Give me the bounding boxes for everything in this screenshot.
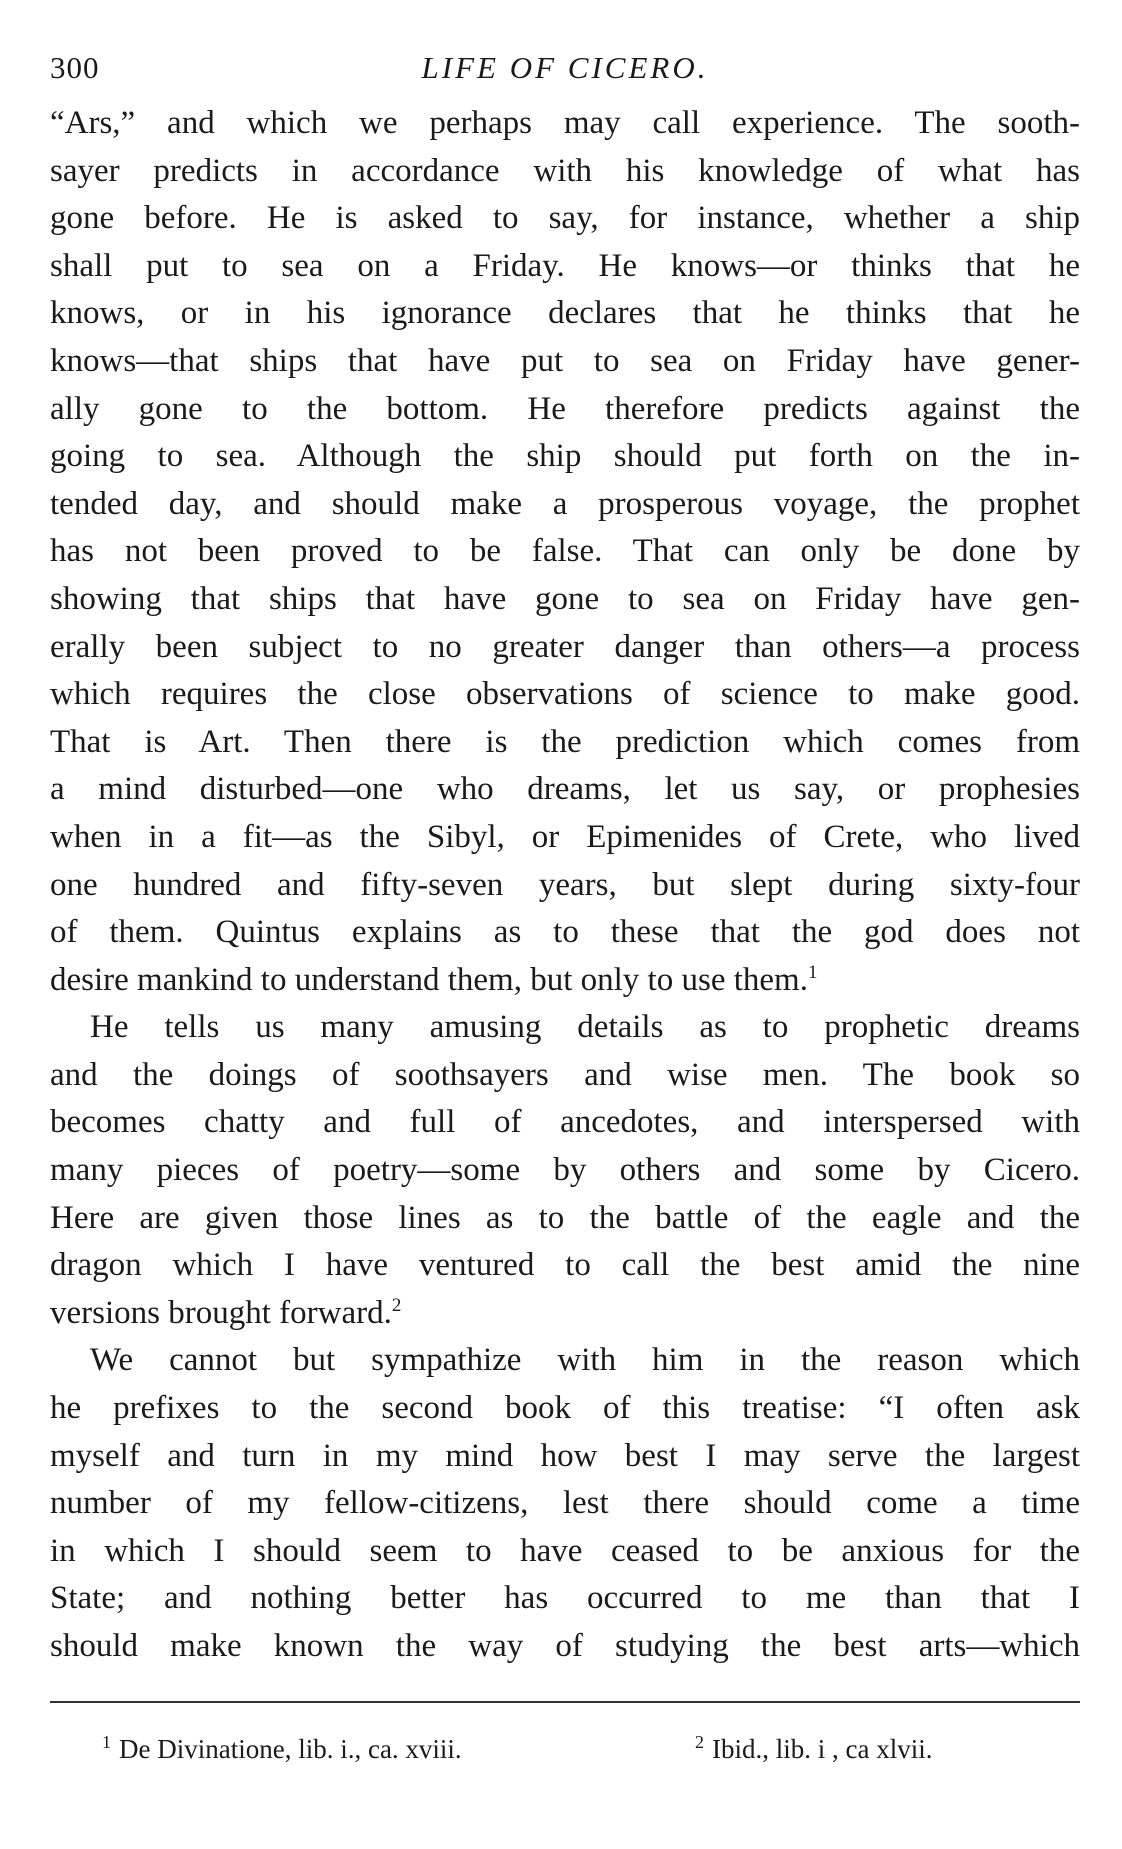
footnote-1-text: De Divinatione, lib. i., ca. xviii.: [119, 1733, 462, 1764]
paragraph-1: [50, 100, 1080, 1004]
text-line: which requires the close observations of science to make good.: [50, 676, 1080, 713]
text-line: tended day, and should make a prosperous voyage, the prophet: [50, 485, 1080, 522]
footnote-reference: 1: [807, 961, 818, 983]
footnote-reference: 2: [391, 1294, 402, 1316]
text-line: number of my fellow-citizens, lest there should come a time: [50, 1485, 1080, 1522]
text-line: “Ars,” and which we perhaps may call experience. The sooth-: [50, 105, 1080, 141]
text-line: showing that ships that have gone to sea on Friday have gen-: [50, 580, 1080, 617]
text-line: He tells us many amusing details as to prophetic dreams: [90, 1009, 1080, 1046]
book-page: [50, 48, 1080, 1791]
running-head: [50, 48, 1080, 88]
text-line: shall put to sea on a Friday. He knows—or thinks that he: [50, 247, 1080, 284]
page-number: 300: [50, 50, 100, 85]
text-line: knows, or in his ignorance declares that he thinks that he: [50, 295, 1080, 332]
text-line: going to sea. Although the ship should put forth on the in-: [50, 438, 1080, 475]
text-line: We cannot but sympathize with him in the reason which: [90, 1342, 1080, 1379]
body-text: [50, 100, 1080, 1671]
text-line: gone before. He is asked to say, for instance, whether a ship: [50, 200, 1080, 237]
text-line: sayer predicts in accordance with his knowledge of what has: [50, 152, 1080, 189]
text-line: has not been proved to be false. That can only be done by: [50, 533, 1080, 570]
text-line: That is Art. Then there is the prediction which comes from: [50, 723, 1080, 760]
text-line: in which I should seem to have ceased to be anxious for the: [50, 1532, 1080, 1569]
running-title: LIFE OF CICERO.: [421, 50, 709, 85]
text-line: many pieces of poetry—some by others and some by Cicero.: [50, 1152, 1080, 1189]
text-line: ally gone to the bottom. He therefore predicts against the: [50, 390, 1080, 427]
paragraph-3: [50, 1337, 1080, 1670]
text-line: and the doings of soothsayers and wise men. The book so: [50, 1056, 1080, 1093]
text-line: a mind disturbed—one who dreams, let us say, or prophesies: [50, 771, 1080, 808]
text-line: should make known the way of studying the best arts—which: [50, 1628, 1080, 1664]
text-line: State; and nothing better has occurred to me than that I: [50, 1580, 1080, 1617]
footnotes: [50, 1731, 1080, 1791]
footnote-2-mark: 2: [695, 1731, 704, 1752]
text-line: when in a fit—as the Sibyl, or Epimenides of Crete, who lived: [50, 818, 1080, 855]
text-line: myself and turn in my mind how best I may serve the largest: [50, 1437, 1080, 1474]
footnote-rule: [50, 1701, 1080, 1703]
text-line: erally been subject to no greater danger than others—a process: [50, 628, 1080, 665]
footnote-2-text: Ibid., lib. i , ca xlvii.: [712, 1733, 933, 1764]
footnote-2: [695, 1731, 932, 1767]
text-line: desire mankind to understand them, but only to use them.$^1$: [50, 961, 818, 998]
paragraph-2: [50, 1004, 1080, 1337]
text-line: becomes chatty and full of ancedotes, and interspersed with: [50, 1104, 1080, 1141]
text-line: he prefixes to the second book of this treatise: “I often ask: [50, 1390, 1080, 1427]
footnote-1: [102, 1731, 462, 1767]
text-line: dragon which I have ventured to call the best amid the nine: [50, 1247, 1080, 1284]
text-line: versions brought forward.$^2$: [50, 1294, 402, 1331]
text-line: of them. Quintus explains as to these that the god does not: [50, 914, 1080, 951]
text-line: Here are given those lines as to the battle of the eagle and the: [50, 1199, 1080, 1236]
footnote-1-mark: 1: [102, 1731, 111, 1752]
text-line: one hundred and fifty-seven years, but slept during sixty-four: [50, 866, 1080, 903]
text-line: knows—that ships that have put to sea on Friday have gener-: [50, 342, 1080, 379]
